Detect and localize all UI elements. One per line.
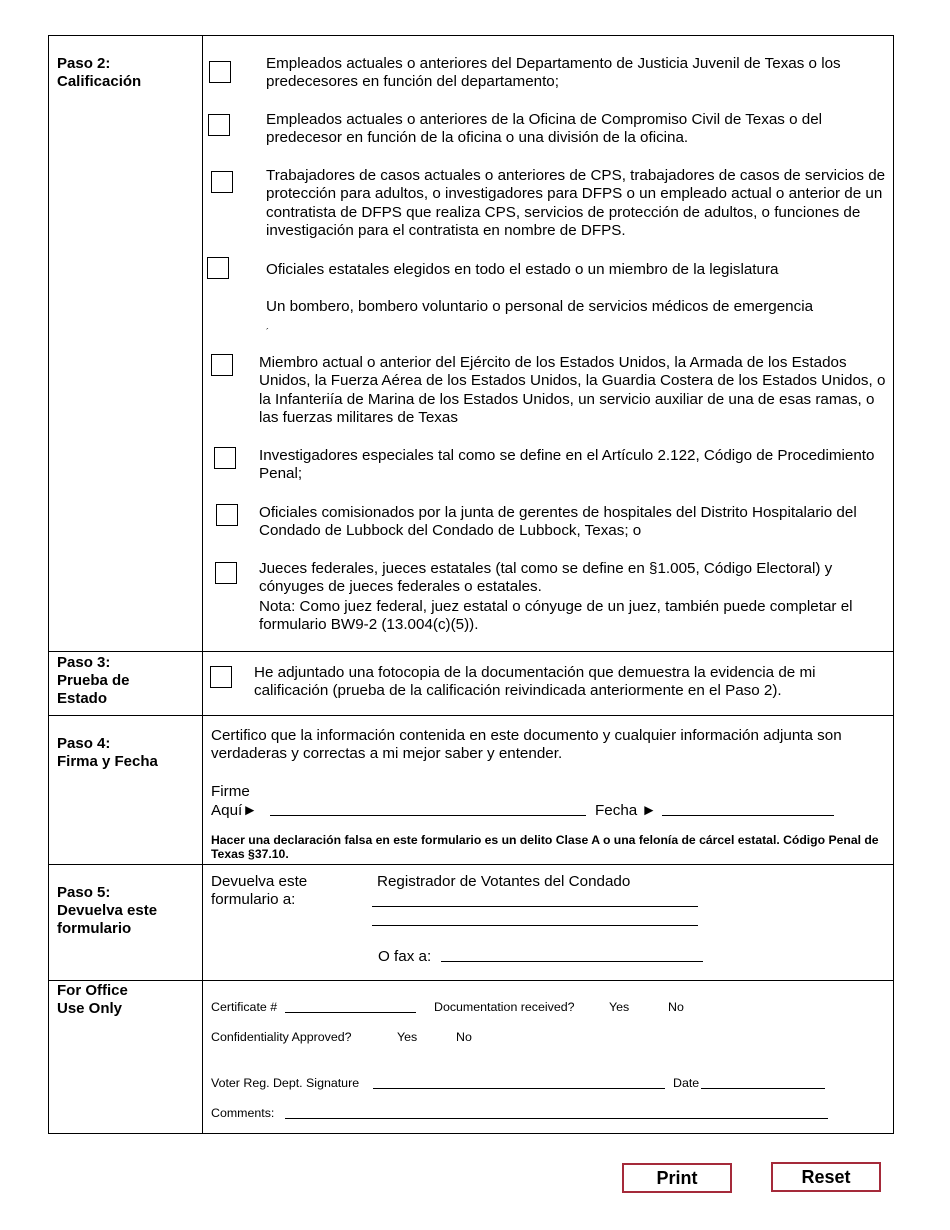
checkbox-cps-caseworkers[interactable]	[211, 171, 233, 193]
voter-reg-signature-line	[373, 1088, 665, 1089]
step4-label: Paso 4: Firma y Fecha	[57, 735, 158, 770]
return-to-line1: Devuelva este	[211, 873, 308, 890]
confidentiality-yes: Yes	[397, 1030, 418, 1044]
judge-note: Nota: Como juez federal, juez estatal o cónyuge de un juez, también puede completar el formulario BW9-2 (13.004(c)(5)).	[259, 598, 853, 634]
comments-line	[285, 1118, 828, 1119]
office-date-label: Date	[673, 1076, 700, 1090]
option-lubbock-officers: Oficiales comisionados por la junta de gerentes de hospitales del Distrito Hospitalario del Condado de Lubbock del Condado de Lubbock, Texas; o	[259, 504, 857, 540]
option-special-investigators: Investigadores especiales tal como se define en el Artículo 2.122, Código de Procedimiento Penal;	[259, 447, 875, 483]
option-state-officials: Oficiales estatales elegidos en todo el estado o un miembro de la legislatura	[266, 261, 779, 278]
option-judges: Jueces federales, jueces estatales (tal como se define en §1.005, Código Electoral) y cónyuges de jueces federales o estatales.	[259, 560, 833, 596]
proof-statement: He adjuntado una fotocopia de la documentación que demuestra la evidencia de mi calificación (prueba de la calificación reivindicada anteriormente en el Paso 2).	[254, 664, 816, 700]
option-juvenile-justice: Empleados actuales o anteriores del Departamento de Justicia Juvenil de Texas o los predecesores en función del departamento;	[266, 55, 841, 91]
date-label: Fecha ►	[595, 802, 657, 819]
certificate-label: Certificate #	[211, 1000, 278, 1014]
signature-field[interactable]	[270, 800, 590, 817]
doc-received-no: No	[668, 1000, 684, 1014]
office-label: For Office Use Only	[57, 982, 128, 1017]
checkbox-proof-attached[interactable]	[210, 666, 232, 688]
print-button[interactable]: Print	[622, 1163, 732, 1193]
step3-label: Paso 3: Prueba de Estado	[57, 654, 130, 707]
doc-received-label: Documentation received?	[434, 1000, 575, 1014]
fax-label: O fax a:	[378, 948, 432, 965]
comments-label: Comments:	[211, 1106, 275, 1120]
address-line-1	[372, 906, 698, 907]
option-military: Miembro actual o anterior del Ejército de los Estados Unidos, la Armada de los Estados Unidos, la Fuerza Aérea de los Estados Unidos, la Guardia Costera de los Estados Unidos, o la Infanteriía de Marina de los Estados Unidos, un servicio auxiliar de una de esas ramas, o las fuerzas militares de Texas	[259, 354, 886, 426]
row-divider	[48, 980, 894, 981]
column-divider	[202, 35, 203, 1134]
option-civil-commitment: Empleados actuales o anteriores de la Oficina de Compromiso Civil de Texas o del predecesor en función de la oficina o una división de la oficina.	[266, 111, 823, 147]
certification-text: Certifico que la información contenida en este documento y cualquier información adjunta son verdaderas y correctas a mi mejor saber y entender.	[211, 727, 842, 763]
step5-label: Paso 5: Devuelva este formulario	[57, 884, 158, 937]
option-firefighter: Un bombero, bombero voluntario o personal de servicios médicos de emergencia	[266, 298, 814, 315]
voter-reg-signature-label: Voter Reg. Dept. Signature	[211, 1076, 360, 1090]
option-cps-caseworkers: Trabajadores de casos actuales o anteriores de CPS, trabajadores de casos de servicios de protección para adultos, o investigadores para DFPS o un empleado actual o anterior de un contratista de DFPS que realiza CPS, servicios de protección de adultos, o funciones de investigación para el contratista en nombre de DFPS.	[266, 167, 886, 239]
sign-label: Firme	[211, 783, 250, 800]
checkbox-civil-commitment[interactable]	[208, 114, 230, 136]
step2-label: Paso 2: Calificación	[57, 55, 142, 90]
row-divider	[48, 651, 894, 652]
checkbox-state-officials[interactable]	[207, 257, 229, 279]
checkbox-juvenile-justice[interactable]	[209, 61, 231, 83]
checkbox-judges[interactable]	[215, 562, 237, 584]
sign-here-label: Aquí►	[211, 802, 258, 819]
reset-button[interactable]: Reset	[771, 1162, 881, 1192]
checkbox-military[interactable]	[211, 354, 233, 376]
address-line-2	[372, 925, 698, 926]
checkbox-lubbock-officers[interactable]	[216, 504, 238, 526]
fax-line	[441, 961, 703, 962]
date-field[interactable]	[662, 800, 838, 817]
certificate-line	[285, 1012, 416, 1013]
row-divider	[48, 715, 894, 716]
row-divider	[48, 864, 894, 865]
registrar-title: Registrador de Votantes del Condado	[377, 873, 631, 890]
confidentiality-label: Confidentiality Approved?	[211, 1030, 352, 1044]
false-statement-warning: Hacer una declaración falsa en este formulario es un delito Clase A o una felonía de cárcel estatal. Código Penal de Texas §37.10.	[211, 833, 879, 861]
doc-received-yes: Yes	[609, 1000, 630, 1014]
checkbox-special-investigators[interactable]	[214, 447, 236, 469]
confidentiality-no: No	[456, 1030, 472, 1044]
stray-mark: ´	[266, 327, 269, 337]
return-to-line2: formulario a:	[211, 891, 296, 908]
office-date-line	[701, 1088, 825, 1089]
